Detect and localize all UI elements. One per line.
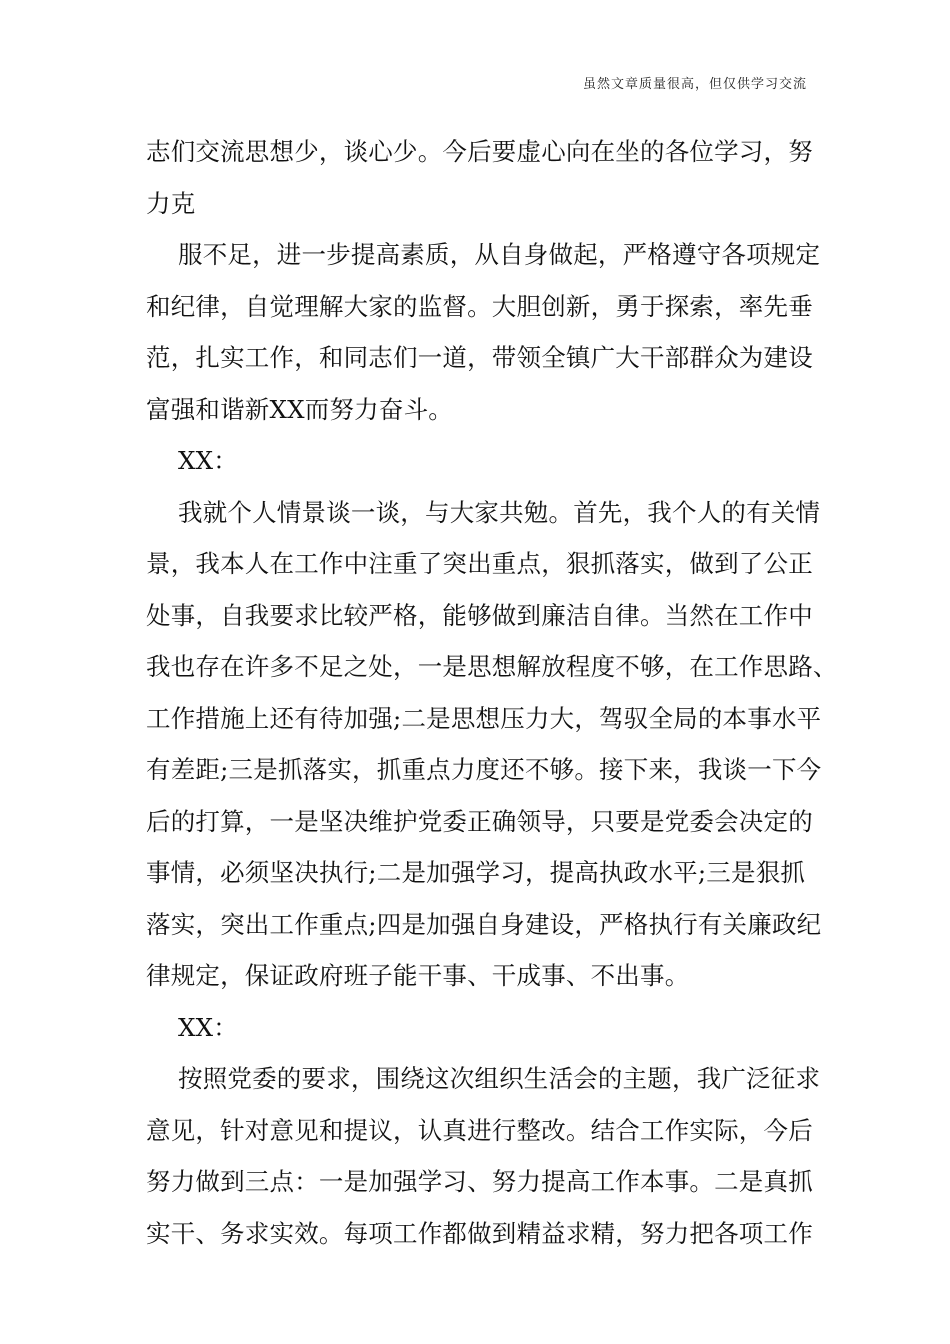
text-line: 景，我本人在工作中注重了突出重点，狠抓落实，做到了公正 <box>146 549 813 578</box>
text-line: 志们交流思想少，谈心少。今后要虚心向在坐的各位学习，努 <box>146 137 813 166</box>
speaker-label: XX： <box>178 446 238 475</box>
text-line: 工作措施上还有待加强;二是思想压力大，驾驭全局的本事水平 <box>146 703 822 733</box>
text-line: 律规定，保证政府班子能干事、干成事、不出事。 <box>146 961 690 990</box>
speaker-label: XX： <box>178 1012 238 1042</box>
text-line: 后的打算，一是坚决维护党委正确领导，只要是党委会决定的 <box>146 806 813 836</box>
text-line: 落实，突出工作重点;四是加强自身建设，严格执行有关廉政纪 <box>146 909 822 939</box>
text-line: 努力做到三点：一是加强学习、努力提高工作本事。二是真抓 <box>146 1167 813 1196</box>
paragraph-start-line: 服不足，进一步提高素质，从自身做起，严格遵守各项规定 <box>178 240 821 269</box>
text-line: 事情，必须坚决执行;二是加强学习，提高执政水平;三是狠抓 <box>146 858 806 887</box>
document-body <box>146 132 838 1265</box>
paragraph-start-line: 我就个人情景谈一谈，与大家共勉。首先，我个人的有关情 <box>178 497 821 527</box>
paragraph-start-line: 按照党委的要求，围绕这次组织生活会的主题，我广泛征求 <box>178 1064 821 1093</box>
text-line: 意见，针对意见和提议，认真进行整改。结合工作实际，今后 <box>146 1115 813 1145</box>
text-line: 实干、务求实效。每项工作都做到精益求精，努力把各项工作 <box>146 1218 813 1248</box>
text-line: 范，扎实工作，和同志们一道，带领全镇广大干部群众为建设 <box>146 343 813 372</box>
text-line: 力克 <box>146 188 196 218</box>
text-line: 富强和谐新XX而努力奋斗。 <box>146 394 453 424</box>
text-line: 我也存在许多不足之处，一是思想解放程度不够，在工作思路、 <box>146 652 838 681</box>
header-disclaimer: 虽然文章质量很高，但仅供学习交流 <box>582 77 807 92</box>
text-line: 有差距;三是抓落实，抓重点力度还不够。接下来，我谈一下今 <box>146 755 822 784</box>
text-line: 和纪律，自觉理解大家的监督。大胆创新，勇于探索，率先垂 <box>146 291 813 321</box>
text-line: 处事，自我要求比较严格，能够做到廉洁自律。当然在工作中 <box>146 600 813 630</box>
